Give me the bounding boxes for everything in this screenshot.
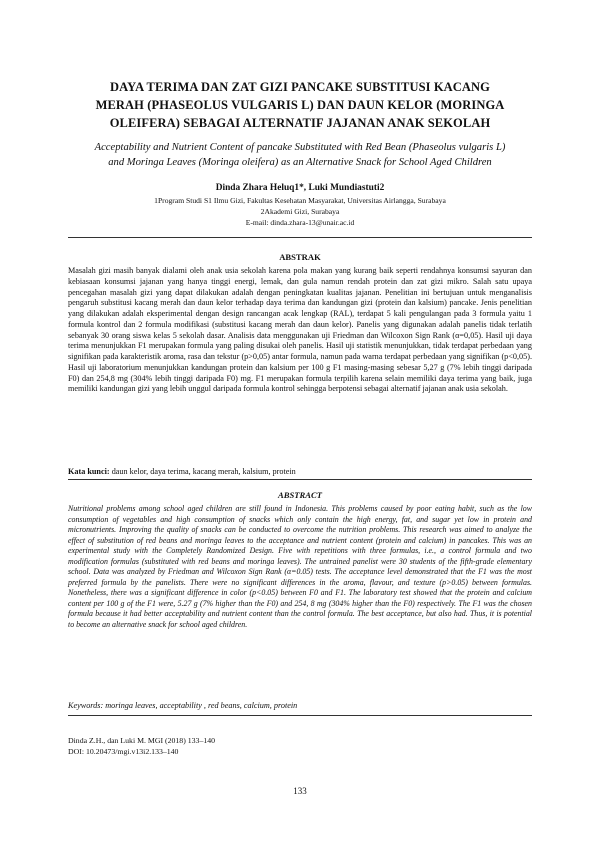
abstract-heading: ABSTRACT: [278, 490, 322, 500]
kata-kunci-values: daun kelor, daya terima, kacang merah, kalsium, protein: [111, 467, 296, 476]
affiliation-1: 1Program Studi S1 Ilmu Gizi, Fakultas Kesehatan Masyarakat, Universitas Airlangga, Surabaya: [154, 196, 446, 205]
keywords-label: Keywords:: [68, 701, 104, 710]
kata-kunci-label: Kata kunci:: [68, 467, 110, 476]
abstract-body: Nutritional problems among school aged children are still found in Indonesia. This problems caused by poor eating habit, such as the low consumption of vegetables and high consumption of snacks which only contain the high energy, fat, and sugar yet low in protein and micronutrients. Improving the quality of snacks can be conducted to overcome the nutrition problems. This research was aimed to analyze the effect of substitution of red beans and moringa leaves to the acceptance and nutrient content (protein and calcium) in pancakes. This was an experimental study with the Completely Randomized Design. Five with repetitions with three formulas, i.e., a control formula and two modification formulas (substituted with red beans and moringa leaves). The untrained panelist were 30 students of the fifth-grade elementary school. Data was analyzed by Friedman and Wilcoxon Sign Rank (α=0.05) tests. The acceptance level demonstrated that the F1 was the most preferred formula by the panelists. There were no significant differences in the aroma, flavour, and texture (p>0.05) between formulas. Nonetheless, there was a significant difference in color (p<0.05) between F0 and F1. The laboratory test showed that the protein and calcium content per 100 g of the F1 were, 5.27 g (7% higher than the F0) and 254, 8 mg (304% higher than the F0) respectively. The F1 was the chosen formula because it had better acceptability and nutrient content than the control formula. The best acceptance, but also had. Thus, it is potential to become an alternative snack for school aged children.: [68, 504, 532, 629]
author-list: Dinda Zhara Heluq1*, Luki Mundiastuti2: [215, 183, 385, 193]
corresponding-email[interactable]: E-mail: dinda.zhara-13@unair.ac.id: [245, 218, 355, 227]
doi-line[interactable]: DOI: 10.20473/mgi.v13i2.133–140: [68, 747, 179, 756]
english-title: [68, 140, 532, 170]
paper-title: [68, 78, 532, 132]
abstrak-heading: ABSTRAK: [279, 252, 321, 262]
english-title-line-1: Acceptability and Nutrient Content of pancake Substituted with Red Bean (Phaseolus vulgaris L): [94, 142, 506, 153]
divider-middle: [68, 479, 532, 480]
title-line-3: OLEIFERA) SEBAGAI ALTERNATIF JAJANAN ANAK SEKOLAH: [109, 116, 491, 130]
title-line-2: MERAH (PHASEOLUS VULGARIS L) DAN DAUN KELOR (MORINGA: [95, 98, 505, 112]
divider-top: [68, 237, 532, 238]
abstrak-body: Masalah gizi masih banyak dialami oleh anak usia sekolah karena pola makan yang kurang baik seperti rendahnya konsumsi sayuran dan kebiasaan konsumsi jajanan yang hanya tinggi energi, lemak, dan gula namun rendah protein dan zat gizi mikro. Salah satu upaya pencegahan masalah gizi yang dapat dilakukan adalah dengan peningkatan kualitas jajanan. Penelitian ini bertujuan untuk menganalisis pengaruh substitusi kacang merah dan daun kelor terhadap daya terima dan kandungan gizi (protein dan kalsium) pancake. Jenis penelitian yang dilakukan adalah eksperimental dengan design rancangan acak lengkap (RAL), terdapat 5 kali pengulangan pada 3 formula yaitu 1 formula kontrol dan 2 formula modifikasi (substitusi kacang merah dan daun kelor). Panelis yang digunakan adalah panelis tidak terlatih sebanyak 30 orang siswa kelas 5 sekolah dasar. Analisis data menggunakan uji Friedman dan Wilcoxon Sign Rank (α=0,05). Hasil uji daya terima menunjukkan F1 merupakan formula yang paling disukai oleh panelis. Hasil uji statistik menunjukkan, tidak terdapat perbedaan yang signifikan pada karakteristik aroma, rasa dan tekstur (p>0,05) antar formula, namun pada warna terdapat perbedaan yang signifikan (p<0,05). Hasil uji laboratorium menunjukkan kandungan protein dan kalsium per 100 g F1 masing-masing sebesar 5,27 g (7% lebih tinggi daripada F0) dan 254,8 mg (304% lebih tinggi daripada F0) mg. F1 merupakan formula terpilih karena selain memiliki daya terima yang baik, juga memiliki kandungan gizi yang lebih unggul daripada formula kontrol sehingga berpotensi sebagai alternatif jajanan anak usia sekolah.: [68, 266, 532, 394]
page-number: 133: [293, 786, 307, 796]
keywords-values: moringa leaves, acceptability , red beans, calcium, protein: [105, 701, 298, 710]
english-title-line-2: and Moringa Leaves (Moringa oleifera) as an Alternative Snack for School Aged Children: [108, 157, 492, 168]
divider-bottom: [68, 715, 532, 716]
title-line-1: DAYA TERIMA DAN ZAT GIZI PANCAKE SUBSTITUSI KACANG: [110, 80, 490, 94]
affiliation-2: 2Akademi Gizi, Surabaya: [260, 207, 340, 216]
keywords: [68, 700, 532, 711]
kata-kunci: [68, 466, 532, 477]
citation-line: Dinda Z.H., dan Luki M. MGI (2018) 133–140: [68, 736, 216, 745]
